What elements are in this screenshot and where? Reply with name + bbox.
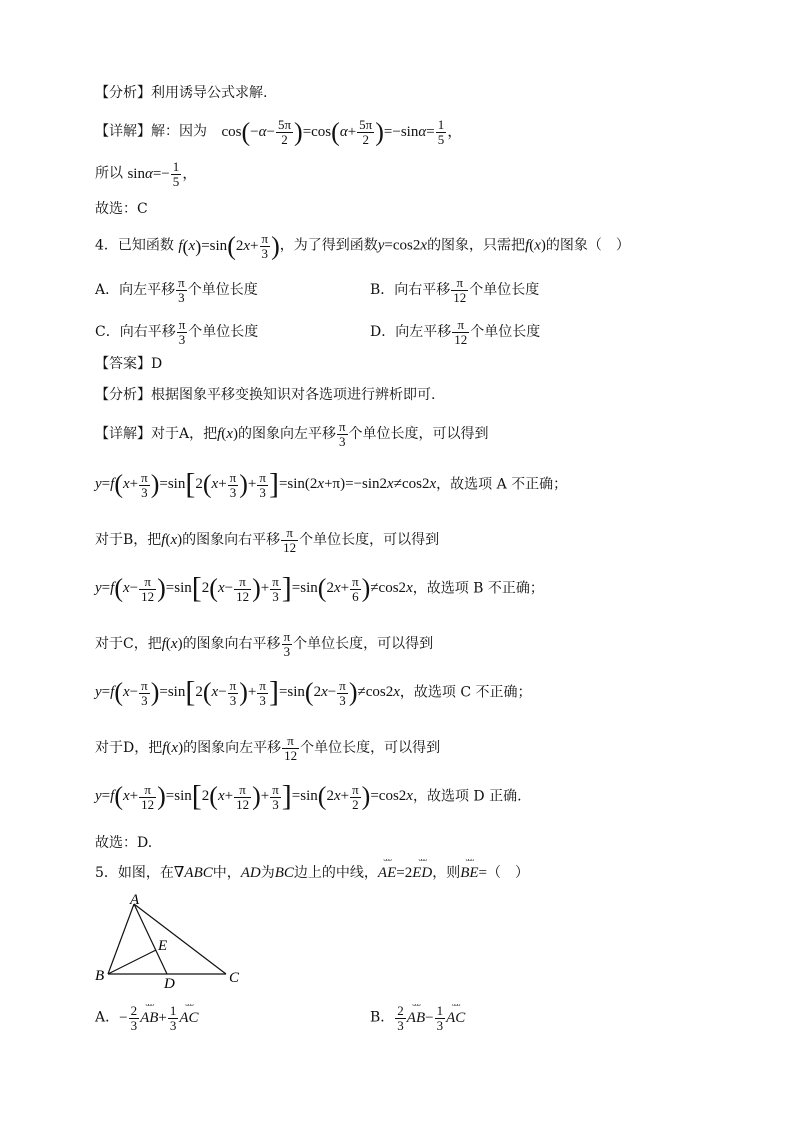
q4-case-a-lead: 【详解】对于A，把f(x)的图象向左平移 $\frac{\pi}{3}$ 个单位长度，可以得到 bbox=[95, 419, 489, 449]
label-b: B bbox=[95, 968, 105, 984]
label-d: D bbox=[164, 976, 175, 992]
prev-line2: 所以 sinα=− $\frac{1}{5}$ ， bbox=[95, 159, 198, 189]
q4-case-c-eq: y=f(x− $\frac{\pi}{3}$ )=sin[2(x− $\frac{\pi}{3}$ )+ $\frac{\pi}{3}$ ]=sin(2x− $\frac{\pi}{3}$ )≠cos2x，故选项 C 不正确； bbox=[95, 676, 532, 709]
prev-detail: 【详解】解：因为 cos(−α− $\frac{5\pi}{2}$ )=cos(α+ $\frac{5\pi}{2}$ )=−sinα= $\frac{1}{5}$ ， bbox=[95, 117, 463, 147]
label-a: A bbox=[130, 892, 140, 908]
q4-target-fn: y=cos2x bbox=[377, 237, 428, 254]
q4-fx-def: f(x)=sin(2x+ $\frac{\pi}{3}$ ) bbox=[178, 231, 280, 261]
q4-case-a-eq: y=f(x+ $\frac{\pi}{3}$ )=sin[2(x+ $\frac{\pi}{3}$ )+ $\frac{\pi}{3}$ ]=sin(2x+π)=−sin2x≠cos2x，故选项 A 不正确； bbox=[95, 468, 568, 501]
q5-option-a: A．− $\frac{2}{3}$ ᴗᴗᴗ AB+ $\frac{1}{3}$ ᴗᴗᴗ AC bbox=[95, 1004, 199, 1032]
q4-option-d: D．向左平移 $\frac{\pi}{12}$ 个单位长度 bbox=[370, 317, 541, 347]
q4-stem: 4．已知函数 f(x)=sin(2x+ $\frac{\pi}{3}$ )，为了得到函数y=cos2x的图象，只需把f(x)的图象（ ） bbox=[95, 231, 630, 261]
label-e: E bbox=[158, 938, 168, 954]
prev-choice: 故选：C bbox=[95, 201, 148, 217]
triangle-figure bbox=[92, 892, 252, 992]
q4-analysis: 【分析】根据图象平移变换知识对各选项进行辨析即可. bbox=[95, 387, 436, 403]
q4-case-d-lead: 对于D，把f(x)的图象向左平移 $\frac{\pi}{12}$ 个单位长度，可以得到 bbox=[95, 733, 441, 763]
q4-case-c-lead: 对于C，把f(x)的图象向右平移 $\frac{\pi}{3}$ 个单位长度，可以得到 bbox=[95, 629, 434, 659]
q4-case-d-eq: y=f(x+ $\frac{\pi}{12}$ )=sin[2(x+ $\frac{\pi}{12}$ )+ $\frac{\pi}{3}$ ]=sin(2x+ $\frac{\pi}{2}$ )=cos2x，故选项 D 正确. bbox=[95, 780, 522, 813]
q4-case-b-eq: y=f(x− $\frac{\pi}{12}$ )=sin[2(x− $\frac{\pi}{12}$ )+ $\frac{\pi}{3}$ ]=sin(2x+ $\frac{\pi}{6}$ )≠cos2x，故选项 B 不正确； bbox=[95, 572, 544, 605]
q4-choice: 故选：D. bbox=[95, 835, 153, 851]
label-c: C bbox=[229, 970, 240, 986]
prev-eq2: sinα=− $\frac{1}{5}$ ， bbox=[127, 159, 198, 189]
q4-answer: 【答案】D bbox=[95, 356, 163, 372]
q4-case-b-lead: 对于B，把f(x)的图象向右平移 $\frac{\pi}{12}$ 个单位长度，可以得到 bbox=[95, 525, 440, 555]
edge-ac bbox=[134, 904, 226, 974]
q5-stem: 5．如图，在∇ABC中，AD为BC边上的中线，ᴗᴗᴗ AE=2ᴗᴗᴗ ED，则ᴗᴗᴗ BE=（ ） bbox=[95, 866, 529, 881]
q5-option-b: B． $\frac{2}{3}$ ᴗᴗᴗ AB− $\frac{1}{3}$ ᴗᴗᴗ AC bbox=[370, 1004, 465, 1032]
prev-eq1: cos(−α− $\frac{5\pi}{2}$ )=cos(α+ $\frac{5\pi}{2}$ )=−sinα= $\frac{1}{5}$ ， bbox=[221, 117, 463, 147]
q4-option-c: C．向右平移 $\frac{\pi}{3}$ 个单位长度 bbox=[95, 317, 259, 347]
q4-fx: f(x) bbox=[525, 237, 546, 254]
q4-option-a: A．向左平移 $\frac{\pi}{3}$ 个单位长度 bbox=[95, 275, 258, 305]
prev-analysis: 【分析】利用诱导公式求解. bbox=[95, 85, 268, 101]
q4-option-b: B．向右平移 $\frac{\pi}{12}$ 个单位长度 bbox=[370, 275, 540, 305]
